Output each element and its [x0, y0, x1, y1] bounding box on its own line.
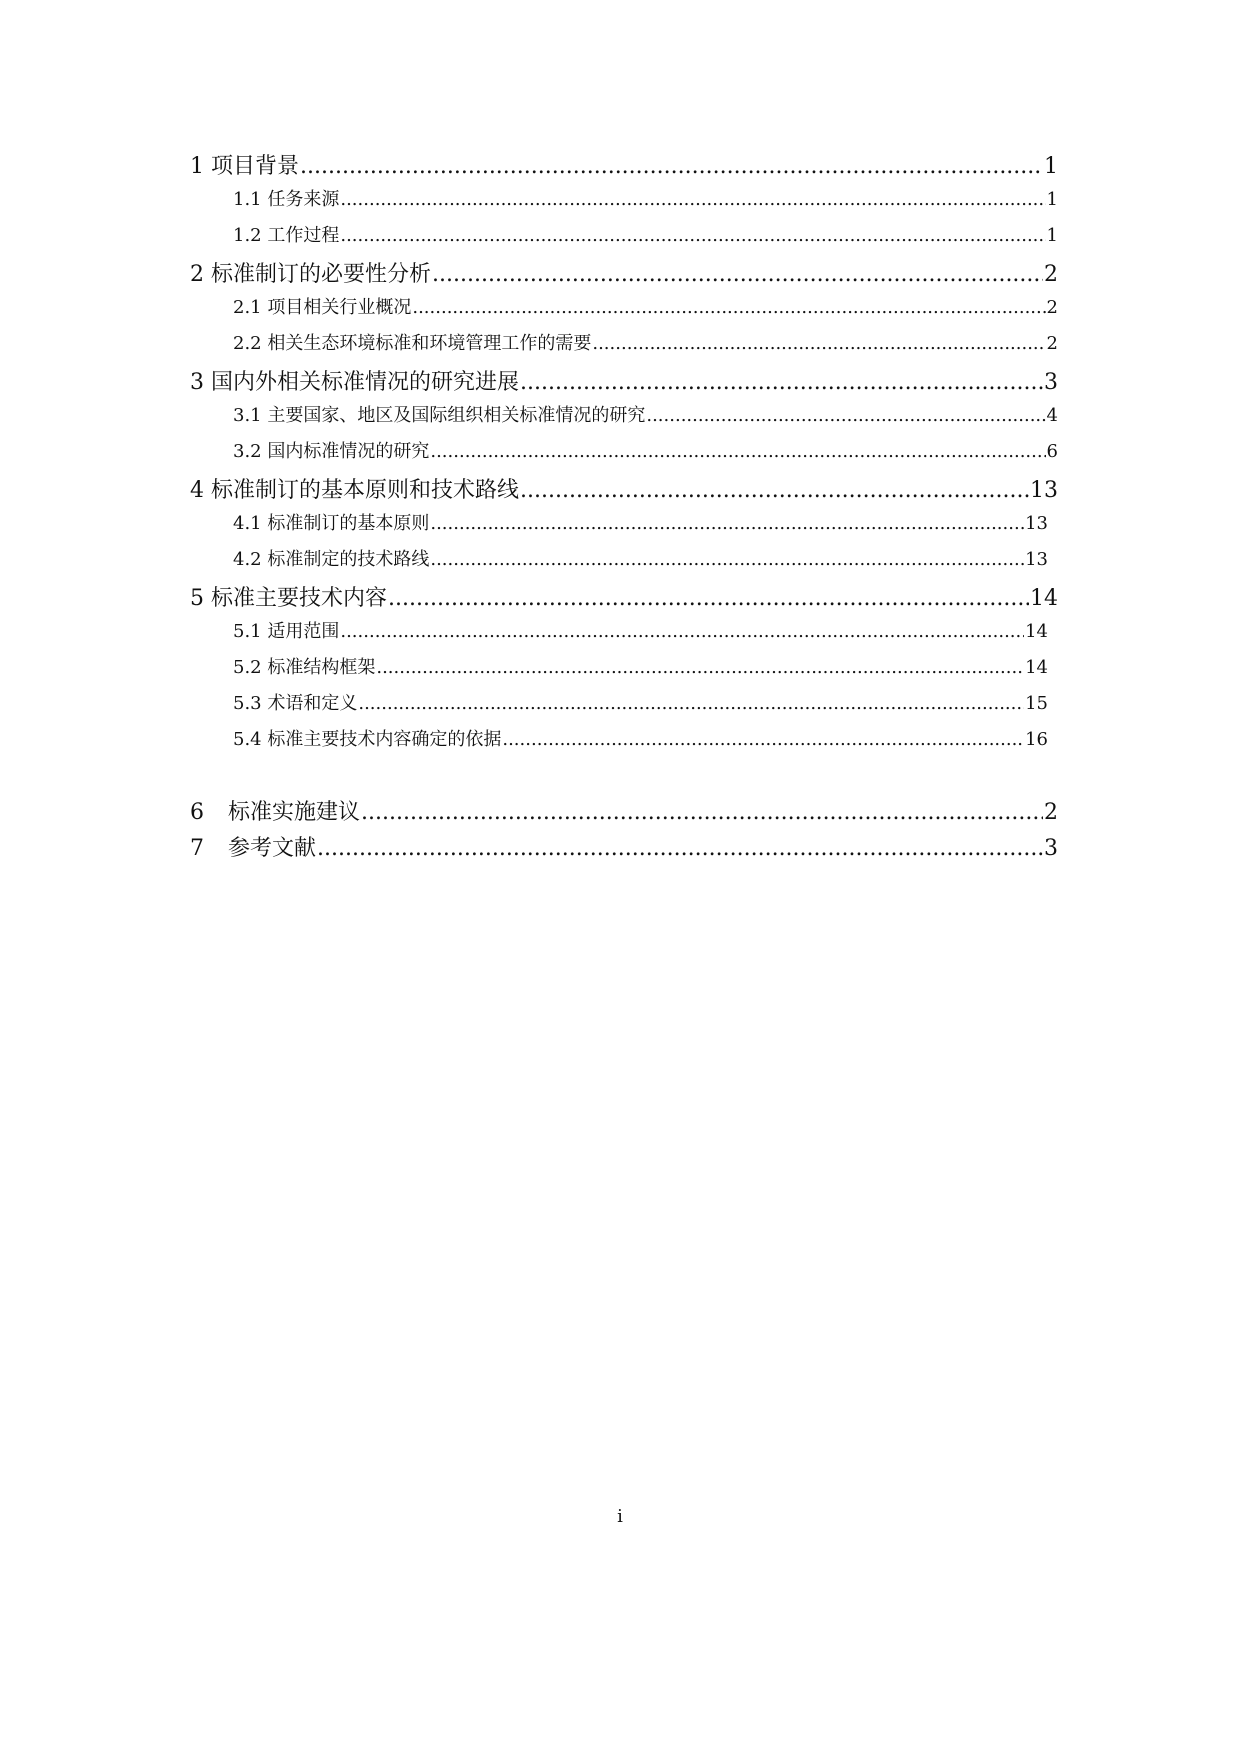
- toc-entry-label: 1 项目背景: [190, 154, 299, 179]
- toc-entry-number: 7: [190, 836, 204, 861]
- toc-entry-3-2[interactable]: [233, 438, 1058, 474]
- toc-page-number: 1: [1046, 189, 1058, 210]
- dot-leader: [361, 796, 1043, 830]
- dot-leader: [430, 438, 1045, 466]
- toc-entry-5-1[interactable]: [233, 618, 1048, 654]
- toc-entry-2[interactable]: [190, 258, 1058, 294]
- toc-entry-label: 5 标准主要技术内容: [190, 586, 387, 611]
- dot-leader: [300, 150, 1043, 184]
- toc-entry-label: 4.1 标准制订的基本原则: [233, 513, 430, 534]
- toc-entry-label: [190, 832, 316, 866]
- toc-entry-title: 参考文献: [228, 836, 317, 861]
- toc-page-number: 13: [1030, 478, 1058, 503]
- dot-leader: [646, 402, 1045, 430]
- toc-entry-5-2[interactable]: [233, 654, 1048, 690]
- toc-page-number: 13: [1025, 513, 1048, 534]
- dot-leader: [388, 582, 1029, 616]
- dot-leader: [340, 618, 1024, 646]
- dot-leader: [592, 330, 1045, 358]
- toc-entry-label: 2 标准制订的必要性分析: [190, 262, 431, 287]
- toc-entry-1-1[interactable]: [233, 186, 1058, 222]
- dot-leader: [430, 546, 1024, 574]
- dot-leader: [358, 690, 1024, 718]
- toc-entry-label: 1.2 工作过程: [233, 225, 340, 246]
- dot-leader: [520, 474, 1029, 508]
- toc-page-number: 14: [1025, 621, 1048, 642]
- toc-page-number: 2: [1044, 262, 1058, 287]
- page-number-footer: i: [617, 1506, 623, 1527]
- toc-entry-label: 4 标准制订的基本原则和技术路线: [190, 478, 519, 503]
- table-of-contents: [190, 150, 1058, 868]
- toc-entry-5-4[interactable]: [233, 726, 1048, 762]
- dot-leader: [412, 294, 1045, 322]
- toc-entry-label: 5.2 标准结构框架: [233, 657, 376, 678]
- toc-entry-2-1[interactable]: [233, 294, 1058, 330]
- dot-leader: [520, 366, 1043, 400]
- dot-leader: [340, 186, 1045, 214]
- dot-leader: [502, 726, 1024, 754]
- toc-entry-2-2[interactable]: [233, 330, 1058, 366]
- toc-page-number: 6: [1046, 441, 1058, 462]
- toc-page-number: 3: [1044, 836, 1058, 861]
- toc-entry-label: 2.2 相关生态环境标准和环境管理工作的需要: [233, 333, 592, 354]
- toc-entry-4-2[interactable]: [233, 546, 1048, 582]
- toc-entry-label: [190, 796, 360, 830]
- dot-leader: [340, 222, 1045, 250]
- toc-page-number: 2: [1046, 297, 1058, 318]
- toc-page-number: 4: [1046, 405, 1058, 426]
- toc-page-number: 14: [1025, 657, 1048, 678]
- toc-entry-label: 2.1 项目相关行业概况: [233, 297, 412, 318]
- toc-entry-5-3[interactable]: [233, 690, 1048, 726]
- toc-page-number: 14: [1030, 586, 1058, 611]
- toc-entry-3-1[interactable]: [233, 402, 1058, 438]
- toc-entry-7[interactable]: [190, 832, 1058, 868]
- dot-leader: [430, 510, 1024, 538]
- toc-entry-label: 5.3 术语和定义: [233, 693, 358, 714]
- toc-entry-label: 4.2 标准制定的技术路线: [233, 549, 430, 570]
- toc-entry-6[interactable]: [190, 796, 1058, 832]
- toc-page-number: 16: [1025, 729, 1048, 750]
- toc-entry-4-1[interactable]: [233, 510, 1048, 546]
- toc-gap: [190, 762, 1058, 796]
- toc-page-number: 2: [1044, 800, 1058, 825]
- toc-entry-label: 3 国内外相关标准情况的研究进展: [190, 370, 519, 395]
- toc-entry-label: 5.1 适用范围: [233, 621, 340, 642]
- toc-entry-title: 标准实施建议: [228, 800, 361, 825]
- toc-entry-5[interactable]: [190, 582, 1058, 618]
- toc-entry-label: 3.2 国内标准情况的研究: [233, 441, 430, 462]
- toc-page-number: 2: [1046, 333, 1058, 354]
- toc-page-number: 3: [1044, 370, 1058, 395]
- toc-page-number: 15: [1025, 693, 1048, 714]
- dot-leader: [376, 654, 1024, 682]
- toc-page-number: 1: [1044, 154, 1058, 179]
- toc-page-number: 13: [1025, 549, 1048, 570]
- toc-entry-1[interactable]: [190, 150, 1058, 186]
- toc-entry-label: 1.1 任务来源: [233, 189, 340, 210]
- toc-entry-1-2[interactable]: [233, 222, 1058, 258]
- toc-page-number: 1: [1046, 225, 1058, 246]
- dot-leader: [432, 258, 1043, 292]
- toc-entry-4[interactable]: [190, 474, 1058, 510]
- toc-entry-label: 5.4 标准主要技术内容确定的依据: [233, 729, 502, 750]
- toc-entry-number: 6: [190, 800, 204, 825]
- toc-entry-3[interactable]: [190, 366, 1058, 402]
- toc-entry-label: 3.1 主要国家、地区及国际组织相关标准情况的研究: [233, 405, 646, 426]
- dot-leader: [317, 832, 1043, 866]
